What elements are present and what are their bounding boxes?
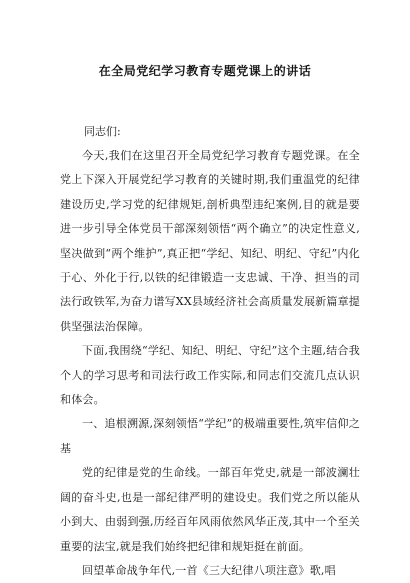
- paragraph-outline: 下面,我围绕“学纪、知纪、明纪、守纪”这个主题,结合我个人的学习思考和司法行政工作实际,和同志们交流几点认识和体会。: [60, 344, 360, 407]
- paragraph-intro: 今天,我们在这里召开全局党纪学习教育专题党课。在全党上下深入开展党纪学习教育的关键时期,我们重温党的纪律建设历史,学习党的纪律规矩,剖析典型违纪案例,目的就是要进一步引导全体党员干部深刻领悟“两个确立”的决定性意义,坚决做到“两个维护”,真正把“学纪、知纪、明纪、守纪”内化于心、外化于行,以铁的纪律锻造一支忠诚、干净、担当的司法行政铁军,为奋力谱写XX县域经济社会高质量发展新篇章提供坚强法治保障。: [60, 149, 360, 333]
- paragraph-discipline-lifeline: 党的纪律是党的生命线。一部百年党史,就是一部波澜壮阔的奋斗史,也是一部纪律严明的建设史。我们党之所以能从小到大、由弱到强,历经百年风雨依然风华正茂,其中一个至关重要的法宝,就是我们始终把纪律和规矩挺在前面。: [60, 466, 360, 553]
- paragraph-revolution-era: 回望革命战争年代,一首《三大纪律八项注意》歌,唱: [82, 563, 336, 577]
- salutation: 同志们:: [84, 125, 121, 138]
- document-body: [60, 120, 360, 583]
- section-heading-1: 一、追根溯源,深刻领悟“学纪”的极端重要性,筑牢信仰之基: [60, 417, 360, 455]
- document-title: 在全局党纪学习教育专题党课上的讲话: [98, 64, 312, 78]
